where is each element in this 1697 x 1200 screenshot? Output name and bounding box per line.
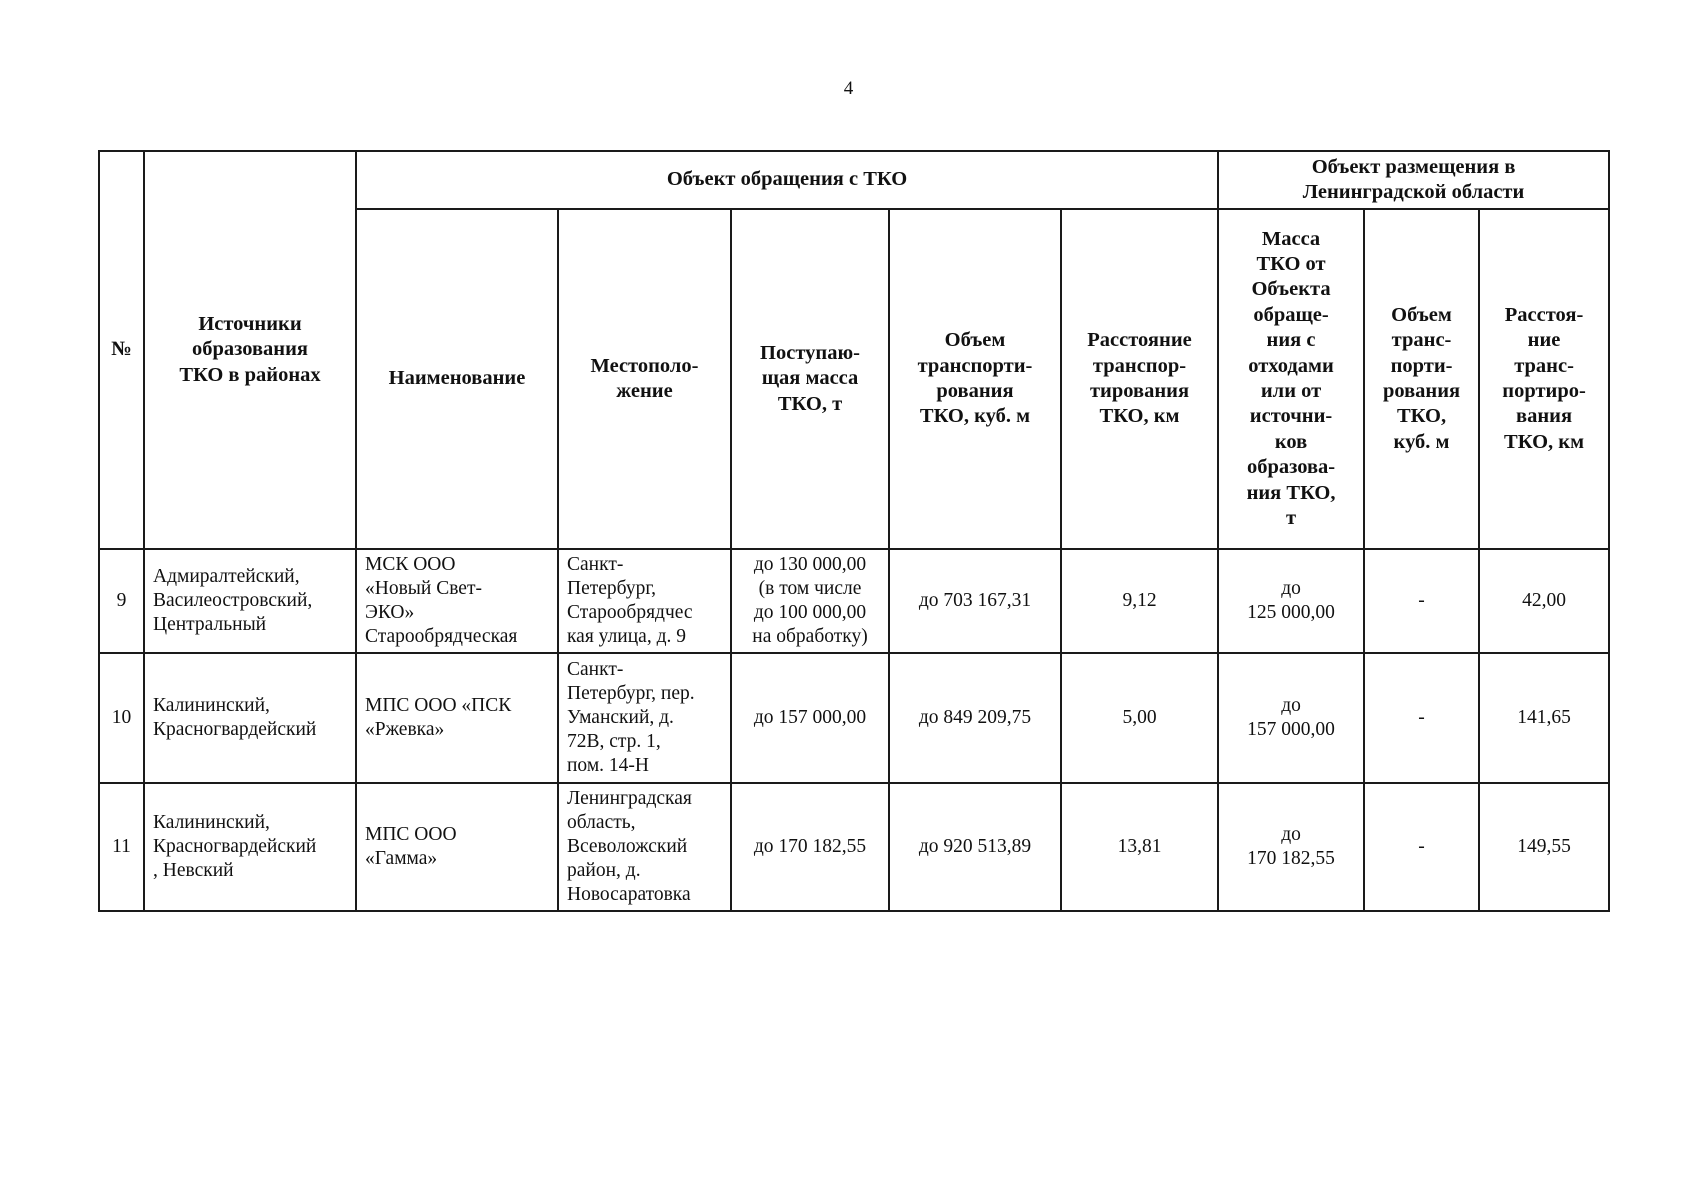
cell-incoming-mass: до 130 000,00 (в том числе до 100 000,00 на обработку) [731,549,889,653]
cell-transport-volume: до 703 167,31 [889,549,1061,653]
cell-sources: Адмиралтейский, Василеостровский, Центральный [144,549,356,653]
table-row [99,783,1609,911]
waste-facilities-table [98,150,1610,912]
cell-incoming-mass: до 157 000,00 [731,653,889,783]
header-sources: Источники образования ТКО в районах [144,151,356,549]
cell-name: МПС ООО «Гамма» [356,783,558,911]
cell-transport-distance: 13,81 [1061,783,1218,911]
header-incoming-mass: Поступаю- щая масса ТКО, т [731,209,889,549]
cell-placement-volume: - [1364,653,1479,783]
header-number: № [99,151,144,549]
cell-transport-distance: 5,00 [1061,653,1218,783]
header-transport-volume: Объем транспорти- рования ТКО, куб. м [889,209,1061,549]
cell-incoming-mass: до 170 182,55 [731,783,889,911]
cell-placement-distance: 141,65 [1479,653,1609,783]
cell-location: Санкт- Петербург, Старообрядчес кая улица, д. 9 [558,549,731,653]
page-number: 4 [843,78,854,99]
header-group-facility: Объект обращения с ТКО [356,151,1218,209]
header-transport-distance: Расстояние транспор- тирования ТКО, км [1061,209,1218,549]
header-placement-mass: Масса ТКО от Объекта обраще- ния с отходами или от источни- ков образова- ния ТКО, т [1218,209,1364,549]
cell-placement-distance: 149,55 [1479,783,1609,911]
cell-number: 11 [99,783,144,911]
cell-name: МСК ООО «Новый Свет- ЭКО» Старообрядческая [356,549,558,653]
cell-placement-mass: до 170 182,55 [1218,783,1364,911]
cell-transport-distance: 9,12 [1061,549,1218,653]
header-placement-volume: Объем транс- порти- рования ТКО, куб. м [1364,209,1479,549]
cell-sources: Калининский, Красногвардейский [144,653,356,783]
cell-transport-volume: до 849 209,75 [889,653,1061,783]
cell-number: 9 [99,549,144,653]
header-group-placement: Объект размещения в Ленинградской области [1218,151,1609,209]
cell-location: Санкт- Петербург, пер. Уманский, д. 72В, стр. 1, пом. 14-Н [558,653,731,783]
cell-placement-distance: 42,00 [1479,549,1609,653]
header-placement-distance: Расстоя- ние транс- портиро- вания ТКО, км [1479,209,1609,549]
cell-sources: Калининский, Красногвардейский , Невский [144,783,356,911]
cell-placement-volume: - [1364,783,1479,911]
cell-number: 10 [99,653,144,783]
cell-placement-mass: до 157 000,00 [1218,653,1364,783]
table-header-group-row [99,151,1609,209]
header-location: Местополо- жение [558,209,731,549]
table-row [99,653,1609,783]
cell-placement-volume: - [1364,549,1479,653]
table-row [99,549,1609,653]
cell-transport-volume: до 920 513,89 [889,783,1061,911]
header-name: Наименование [356,209,558,549]
cell-name: МПС ООО «ПСК «Ржевка» [356,653,558,783]
cell-location: Ленинградская область, Всеволожский район, д. Новосаратовка [558,783,731,911]
cell-placement-mass: до 125 000,00 [1218,549,1364,653]
